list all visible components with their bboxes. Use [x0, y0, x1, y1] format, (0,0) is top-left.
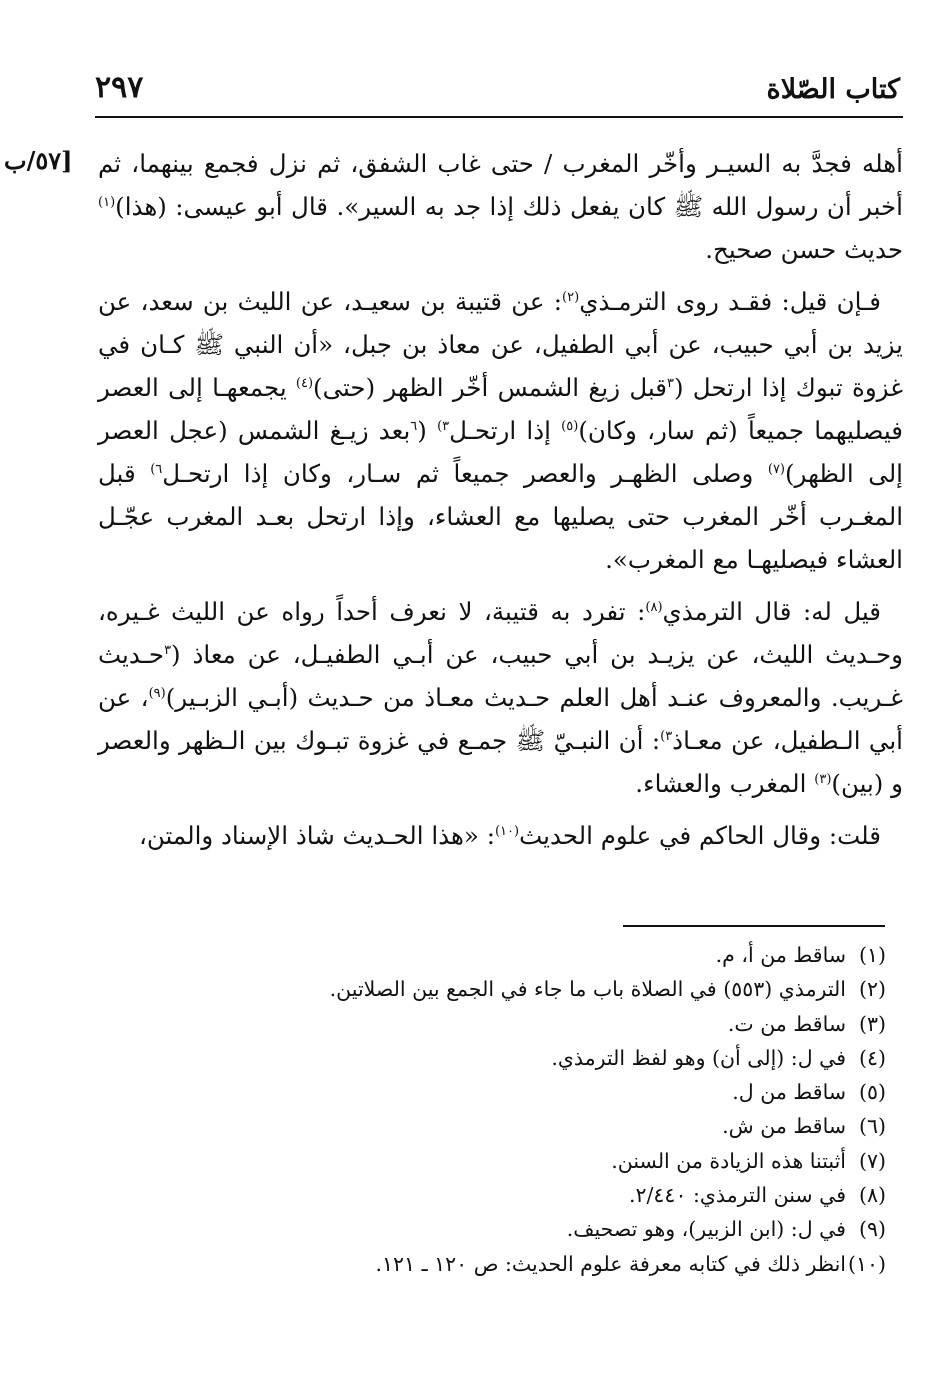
footnote-ref: ٣) — [660, 729, 673, 744]
footnote-ref: (٢) — [562, 290, 580, 305]
paragraph — [98, 590, 903, 805]
footnote-ref: ٦) — [150, 462, 163, 477]
footnote-ref: (٩) — [148, 686, 166, 701]
footnote-text: ساقط من ش. — [722, 1114, 846, 1139]
footnote-ref: (٤) — [295, 376, 314, 391]
footnote-ref: (٨) — [645, 600, 663, 615]
footnote-ref: ٣) — [437, 419, 450, 434]
footnote-ref: (١٠) — [494, 824, 520, 839]
footnote — [326, 972, 886, 1006]
paragraph — [98, 814, 903, 857]
footnote-ref: ٣ — [666, 376, 674, 391]
footnote — [326, 1212, 886, 1246]
footnote-ref: ٦ — [410, 419, 418, 434]
text-run: فـإن قيل: فقـد روى الترمـذي — [579, 287, 882, 316]
footnote-text: في سنن الترمذي: ٢/٤٤٠. — [628, 1183, 846, 1208]
footnote — [326, 1178, 886, 1212]
footnote — [326, 1075, 886, 1109]
footnote — [326, 1007, 886, 1041]
footnote-text: ساقط من ت. — [727, 1011, 846, 1036]
text-run: ( — [417, 416, 438, 445]
footnote-number: (٣) — [858, 1011, 886, 1036]
text-run: حـديث غـريب. والمعروف عنـد أهل العلم حـديث معـاذ من حـديث (أبـي الزبـير) — [98, 640, 903, 712]
footnote-text: ساقط من أ، م. — [715, 943, 846, 967]
page-header — [95, 70, 900, 114]
text-run: : تفرد به قتيبة، لا نعرف أحداً رواه عن الليث غـيره، وحـديث الليث، عن يزيـد بن أبي حبيب، عن أبـي الطفيـل، عن معاذ ( — [98, 597, 903, 669]
footnote — [326, 1109, 886, 1143]
text-run: قبل المغـرب أخّر المغرب حتى يصليها مع العشاء، وإذا ارتحل بعـد المغرب عجّـل العشاء فيصليهـا مع المغرب». — [98, 459, 903, 574]
footnote — [326, 938, 886, 972]
footnote-ref: (٣) — [814, 772, 832, 787]
text-run: ، عن أبي الـطفيل، عن معـاذ — [98, 683, 903, 755]
footnote-text: ساقط من ل. — [732, 1080, 846, 1105]
footnote-number: (٢) — [858, 977, 886, 1002]
footnote-number: (١٠) — [847, 1251, 886, 1276]
text-run: أهله فجدَّ به السيـر وأخّر المغرب / حتى غاب الشفق، ثم نزل فجمع بينهما، ثم أخبر أن رسول الله ﷺ كان يفعل ذلك إذا جد به السير». قال أبو عيسى: (هذا) — [98, 149, 903, 221]
text-run: إذا ارتحـل — [449, 416, 562, 445]
footnote-ref: (١) — [98, 195, 116, 210]
text-run: قلت: وقال الحاكم في علوم الحديث — [519, 821, 881, 850]
text-run: قيل له: قال الترمذي — [662, 597, 882, 626]
footnote-text: في ل: (ابن الزبير)، وهو تصحيف. — [566, 1217, 846, 1242]
text-run: حديث حسن صحيح. — [705, 235, 903, 264]
footnote — [326, 1247, 886, 1281]
footnote-text: الترمذي (٥٥٣) في الصلاة باب ما جاء في الجمع بين الصلاتين. — [329, 977, 846, 1002]
text-run: وصلى الظهـر والعصر جميعاً ثم سـار، وكان إذا ارتحـل — [162, 459, 768, 488]
main-text — [98, 142, 903, 866]
footnote-number: (٩) — [858, 1217, 886, 1242]
paragraph — [98, 142, 903, 271]
footnote-ref: (٥) — [561, 419, 579, 434]
footnote-number: (٥) — [858, 1080, 886, 1105]
footnote-ref: ٣ — [164, 643, 172, 658]
footnote — [326, 1144, 886, 1178]
footnote — [326, 1041, 886, 1075]
text-run: : أن النبـيّ ﷺ جمـع في غزوة تبـوك بين الـظهر والعصر و (بين) — [98, 726, 903, 798]
text-run: بعد زيـغ الشمس (عجل العصر إلى الظهر) — [98, 416, 903, 488]
page-number: ٢٩٧ — [95, 70, 144, 105]
text-run: : «هذا الحـديث شاذ الإسناد والمتن، — [138, 821, 495, 850]
footnote-number: (٤) — [858, 1045, 886, 1070]
footnote-number: (٧) — [858, 1148, 886, 1173]
footnotes — [326, 938, 886, 1281]
footnote-number: (٦) — [858, 1114, 886, 1139]
footnote-number: (١) — [858, 943, 886, 967]
text-run: قبل زيغ الشمس أخّر الظهر (حتى) — [313, 373, 667, 402]
manuscript-folio-note: [٥٧/ب — [4, 146, 73, 175]
paragraph — [98, 280, 903, 581]
header-rule — [95, 116, 903, 118]
footnote-ref: (٧) — [767, 462, 785, 477]
text-run: المغرب والعشاء. — [635, 769, 815, 798]
running-title: كتاب الصّلاة — [766, 74, 900, 105]
footnote-text: انظر ذلك في كتابه معرفة علوم الحديث: ص ١٢٠ ـ ١٢١. — [375, 1251, 846, 1276]
text-run: : عن قتيبة بن سعيـد، عن الليث بن سعد، عن يزيد بن أبي حبيب، عن أبي الطفيل، عن معاذ بن جبل، «أن النبي ﷺ كـان في غزوة تبوك إذا ارتحل ( — [98, 287, 904, 402]
footnote-text: أثبتنا هذه الزيادة من السنن. — [611, 1148, 846, 1173]
text-run: يجمعهـا إلى العصر فيصليهما جميعاً (ثم سار، وكان) — [98, 373, 903, 445]
footnote-separator — [623, 925, 885, 927]
footnote-number: (٨) — [858, 1183, 886, 1208]
footnote-text: في ل: (إلى أن) وهو لفظ الترمذي. — [551, 1045, 846, 1070]
